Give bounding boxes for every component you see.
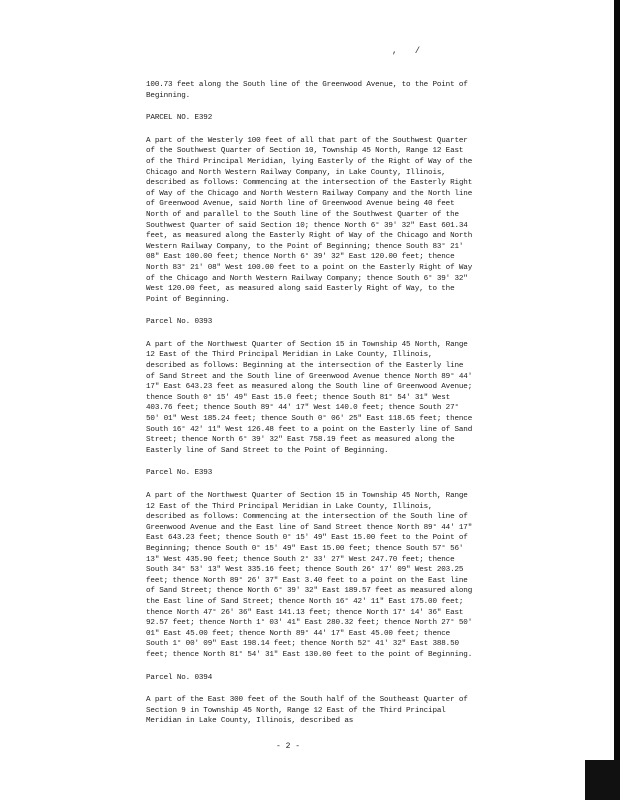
scan-corner-shadow [585, 760, 620, 800]
parcel-heading-0393 [146, 317, 476, 328]
parcel-heading-label: PARCEL NO. E392 [146, 114, 213, 123]
margin-marks: , / [392, 46, 427, 56]
parcel-heading-label: Parcel No. 0393 [146, 318, 213, 327]
page-number: - 2 - [276, 742, 301, 751]
scan-edge-shadow [614, 0, 620, 800]
parcel-heading-e393 [146, 468, 476, 479]
parcel-description-0393: A part of the Northwest Quarter of Section 15 in Township 45 North, Range 12 East of the Third Principal Meridian in Lake County, Illinois, described as follows: Beginning at the intersection of the Easterly line of Sand Street and the South line of Greenwood Avenue thence North 89° 44' 17" East 643.23 feet as measured along the South line of Greenwood Avenue; thence South 0° 15' 49" East 15.0 feet; thence South 81° 54' 31" West 403.76 feet; thence South 89° 44' 17" West 140.0 feet; thence South 27° 50' 01" West 185.24 feet; thence South 0° 06' 25" East 118.65 feet; thence South 16° 42' 11" West 126.48 feet to a point on the Easterly line of Sand Street; thence North 6° 39' 32" East 758.19 feet as measured along the Easterly line of Sand Street to the Point of Beginning. [146, 340, 473, 455]
parcel-heading-0394 [146, 673, 476, 684]
document-body [146, 80, 476, 739]
paragraph-continuation: 100.73 feet along the South line of the Greenwood Avenue, to the Point of Beginning. [146, 81, 468, 100]
parcel-description-0394: A part of the East 300 feet of the South half of the Southeast Quarter of Section 9 in Township 45 North, Range 12 East of the Third Principal Meridian in Lake County, Illinois, described as [146, 696, 468, 726]
parcel-heading-label: Parcel No. 0394 [146, 673, 213, 682]
parcel-heading-e392 [146, 113, 476, 124]
parcel-description-e393: A part of the Northwest Quarter of Section 15 in Township 45 North, Range 12 East of the Third Principal Meridian in Lake County, Illinois, described as follows: Commencing at the intersection of the South line of Greenwood Avenue and the East line of Sand Street thence North 89° 44' 17" East 643.23 feet; thence South 0° 15' 49" East 15.00 feet to the Point of Beginning; thence South 0° 15' 49" East 15.00 feet; thence South 57° 56' 13" West 435.90 feet; thence South 2° 33' 27" West 247.70 feet; thence South 34° 53' 13" West 335.16 feet; thence South 26° 17' 09" West 203.25 feet; thence North 89° 26' 37" East 3.40 feet to a point on the East line of Sand Street; thence North 6° 39' 32" East 189.57 feet as measured along the East line of Sand Street; thence North 16° 42' 11" East 175.00 feet; thence North 47° 26' 36" East 141.13 feet; thence North 17° 14' 36" East 92.57 feet; thence North 1° 03' 41" East 280.32 feet; thence North 27° 50' 01" East 45.00 feet; thence North 89° 44' 17" East 45.00 feet; thence South 1° 00' 09" East 198.14 feet; thence North 52° 41' 32" East 388.50 feet; thence North 81° 54' 31" East 130.00 feet to the point of Beginning. [146, 492, 473, 659]
parcel-description-e392: A part of the Westerly 100 feet of all that part of the Southwest Quarter of the Southwest Quarter of Section 10, Township 45 North, Range 12 East of the Third Principal Meridian, lying Easterly of the Right of Way of the Chicago and North Western Railway Company, in Lake County, Illinois, described as follows: Commencing at the intersection of the Easterly Right of Way of the Chicago and North Western Railway Company and the North line of Greenwood Avenue, said North line of Greenwood Avenue being 40 feet North of and parallel to the South line of the Southwest Quarter of the Southwest Quarter of said Section 10; thence North 6° 39' 32" East 601.34 feet, as measured along the Easterly Right of Way of the Chicago and North Western Railway Company, to the Point of Beginning; thence South 83° 21' 08" East 100.00 feet; thence North 6° 39' 32" East 120.00 feet; thence North 83° 21' 08" West 100.00 feet to a point on the Easterly Right of Way of the Chicago and North Western Railway Company; thence South 6° 39' 32" West 120.00 feet, as measured along said Easterly Right of Way, to the Point of Beginning. [146, 136, 473, 304]
parcel-heading-label: Parcel No. E393 [146, 469, 213, 478]
